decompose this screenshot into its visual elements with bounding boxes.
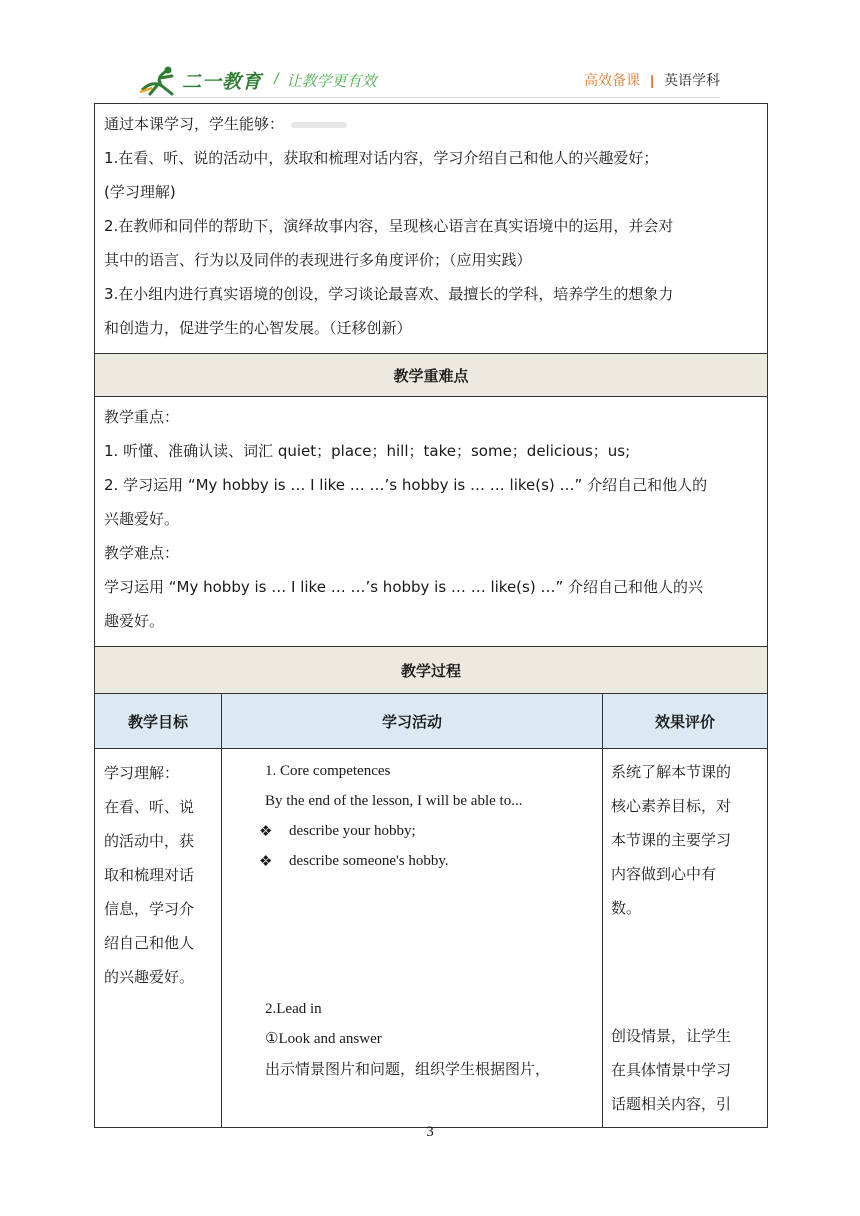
objectives-row: [95, 104, 768, 354]
goal-line: 绍自己和他人: [104, 934, 195, 952]
activity-1-bullet: [259, 816, 602, 846]
column-header-evaluation: 效果评价: [603, 694, 768, 749]
activity-1-lead: By the end of the lesson, I will be able to...: [265, 793, 523, 809]
evaluation-line: 数。: [611, 899, 642, 917]
activity-2-heading: 2.Lead in: [265, 1001, 322, 1017]
activity-1-heading: 1. Core competences: [265, 763, 391, 779]
key-point-line: 教学重点：: [104, 408, 180, 426]
goal-line: 的兴趣爱好。: [104, 968, 195, 986]
evaluation-line: 系统了解本节课的: [611, 763, 732, 781]
goal-cell: [95, 749, 222, 1128]
bullet-text: describe someone's hobby.: [289, 853, 449, 869]
activity-2-text: 出示情景图片和问题，组织学生根据图片，: [265, 1060, 551, 1078]
goal-line: 在看、听、说: [104, 798, 195, 816]
objective-line: 其中的语言、行为以及同伴的表现进行多角度评价；（应用实践）: [104, 251, 532, 269]
header-tag-secondary: 英语学科: [664, 72, 720, 88]
activity-2: [222, 994, 602, 1084]
logo-text: 二一教育: [182, 71, 263, 93]
evaluation-line: 内容做到心中有: [611, 865, 717, 883]
goal-line: 信息，学习介: [104, 900, 195, 918]
key-points-row: [95, 397, 768, 647]
evaluation-1: [603, 749, 767, 931]
key-point-line: 兴趣爱好。: [104, 510, 180, 528]
goal-line: 取和梳理对话: [104, 866, 195, 884]
key-point-line: 趣爱好。: [104, 612, 165, 630]
evaluation-cell: [603, 749, 768, 1128]
page-number: 3: [426, 1124, 434, 1140]
evaluation-line: 创设情景，让学生: [611, 1027, 732, 1045]
objectives-cell: [95, 104, 768, 354]
evaluation-line: 在具体情景中学习: [611, 1061, 732, 1079]
diamond-bullet-icon: ❖: [259, 822, 273, 840]
process-title: 教学过程: [95, 647, 768, 694]
diamond-bullet-icon: ❖: [259, 852, 273, 870]
watermark-logo: [289, 118, 349, 132]
key-point-line: 1. 听懂、准确认读、词汇 quiet；place；hill；take；some；delicious；us;: [104, 442, 631, 460]
key-point-line: 2. 学习运用 “My hobby is … I like … …’s hobby is … … like(s) …” 介绍自己和他人的: [104, 476, 708, 494]
header-tag-primary: 高效备课: [584, 72, 641, 88]
goal-line: 的活动中，获: [104, 832, 195, 850]
activity-2-step: ①Look and answer: [265, 1031, 382, 1047]
evaluation-line: 话题相关内容，引: [611, 1095, 732, 1113]
key-points-header-row: [95, 354, 768, 397]
objective-line: 2.在教师和同伴的帮助下，演绎故事内容，呈现核心语言在真实语境中的运用，并会对: [104, 217, 674, 235]
header-slash: /: [274, 71, 279, 88]
process-header-row: [95, 647, 768, 694]
activity-1-bullet: [259, 846, 602, 876]
process-content-row: [95, 749, 768, 1128]
key-points-cell: [95, 397, 768, 647]
column-header-goal: 教学目标: [95, 694, 222, 749]
brand-logo: [138, 64, 376, 96]
header-slogan: 让教学更有效: [286, 72, 377, 90]
header-separator: |: [650, 72, 654, 88]
activity-1: [222, 749, 602, 876]
objective-line: 3.在小组内进行真实语境的创设，学习谈论最喜欢、最擅长的学科，培养学生的想象力: [104, 285, 674, 303]
objectives-intro: 通过本课学习，学生能够：: [104, 107, 758, 141]
lesson-plan-table: [94, 103, 768, 1128]
objective-line: 1.在看、听、说的活动中，获取和梳理对话内容，学习介绍自己和他人的兴趣爱好；: [104, 149, 659, 167]
column-header-row: [95, 694, 768, 749]
column-header-activity: 学习活动: [222, 694, 603, 749]
evaluation-2: [603, 1019, 767, 1127]
goal-text: [95, 749, 221, 1001]
key-points-title: 教学重难点: [95, 354, 768, 397]
header-right: [584, 70, 720, 90]
key-point-line: 学习运用 “My hobby is … I like … …’s hobby is … … like(s) …” 介绍自己和他人的兴: [104, 578, 704, 596]
running-figure-icon: [138, 64, 182, 96]
bullet-text: describe your hobby;: [289, 823, 416, 839]
activity-cell: [222, 749, 603, 1128]
key-point-line: 教学难点：: [104, 544, 180, 562]
page-header: [0, 0, 860, 100]
evaluation-line: 核心素养目标，对: [611, 797, 732, 815]
goal-line: 学习理解：: [104, 764, 180, 782]
objective-line: 和创造力，促进学生的心智发展。（迁移创新）: [104, 319, 412, 337]
header-divider: [138, 97, 720, 98]
objective-line: (学习理解): [104, 183, 176, 201]
evaluation-line: 本节课的主要学习: [611, 831, 732, 849]
